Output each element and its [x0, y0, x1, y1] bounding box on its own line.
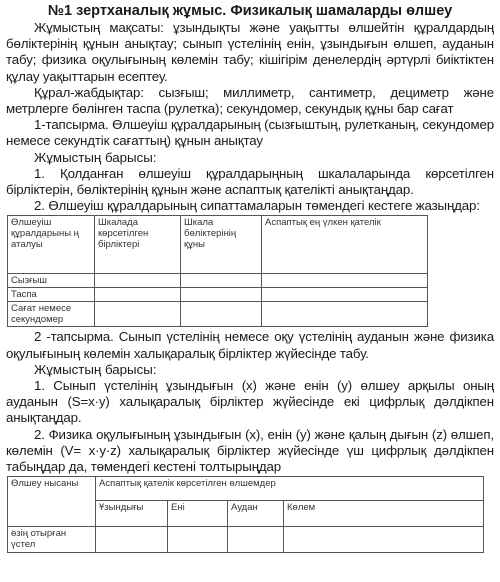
empty-cell[interactable]: [95, 274, 181, 288]
step2-1-paragraph: 1. Сынып үстелінің ұзындығын (x) және енін (y) өлшеу арқылы оның ауданын (S=x·y) халықаралық бірліктер жүйесінде екі цифрлық дәлдікпен анықтаңдар.: [6, 378, 494, 426]
empty-cell[interactable]: [181, 288, 262, 302]
instruments-table: [7, 215, 428, 327]
table-header-cell: Шкала бөліктерінің құны: [181, 216, 262, 274]
empty-cell[interactable]: [181, 274, 262, 288]
table-row: [8, 274, 428, 288]
aim-paragraph: Жұмыстың мақсаты: ұзындықты және уақытты өлшейтін құралдардың бөліктерінің құнын анықтау; сынып үстелінің енін, ұзындығын өлшеп, ауданын табу; физика оқулығының көлемін табу; кішігірім денелердің әртүрлі биіктіктен құлау уақыттарын есептеу.: [6, 20, 494, 84]
table-header-cell: Шкалада көрсетілген бірліктері: [95, 216, 181, 274]
row-label-cell: Таспа: [8, 288, 95, 302]
empty-cell[interactable]: [262, 288, 428, 302]
progress1-heading: Жұмыстың барысы:: [34, 149, 157, 165]
table-row: [8, 302, 428, 327]
task2-paragraph: 2 -тапсырма. Сынып үстелінің немесе оқу үстелінің ауданын және физика оқулығының көлемін халықаралық бірліктер жүйесінде табу.: [6, 329, 494, 361]
task1-paragraph: 1-тапсырма. Өлшеуіш құралдарының (сызғыштың, рулетканың, секундомер немесе секундтік сағаттың) құнын анықтау: [6, 117, 494, 149]
empty-cell[interactable]: [95, 288, 181, 302]
measurement-table: [7, 476, 484, 553]
empty-cell[interactable]: [262, 274, 428, 288]
object-header-cell: Өлшеу нысаны: [8, 477, 96, 527]
table-header-cell: Көлем: [284, 501, 484, 527]
group-header-cell: Аспаптық қателік көрсетілген өлшемдер: [96, 477, 484, 501]
table-row: [8, 288, 428, 302]
empty-cell[interactable]: [284, 527, 484, 553]
progress2-heading: Жұмыстың барысы:: [34, 361, 157, 377]
empty-cell[interactable]: [181, 302, 262, 327]
table-row: [8, 527, 484, 553]
table-header-row: [8, 477, 484, 501]
empty-cell[interactable]: [228, 527, 284, 553]
step1-1-paragraph: 1. Қолданған өлшеуіш құралдарыңның шкалаларында көрсетілген бірліктерін, бөліктерінің құнын және аспаптық қателікті анықтаңдар.: [6, 165, 494, 198]
empty-cell[interactable]: [168, 527, 228, 553]
row-label-cell: Сағат немесе секундомер: [8, 302, 95, 327]
empty-cell[interactable]: [96, 527, 168, 553]
step1-2-paragraph: 2. Өлшеуіш құралдарының сипаттамаларын төмендегі кестеге жазыңдар:: [34, 198, 480, 214]
row-label-cell: Сызғыш: [8, 274, 95, 288]
table-header-cell: Ұзындығы: [96, 501, 168, 527]
step2-2-paragraph: 2. Физика оқулығының ұзындығын (x), енін (y) және қалың дығын (z) өлшеп, көлемін (V= x·y·z) халықаралық бірліктер жүйесінде үш цифрлық дәлдікпен табыңдар да, төмендегі кестені толтырыңдар: [6, 426, 494, 475]
row-label-cell: өзің отырған үстел: [8, 527, 96, 553]
table-header-cell: Аспаптық ең үлкен қателік: [262, 216, 428, 274]
page-title: №1 зертханалық жұмыс. Физикалық шамаларды өлшеу: [47, 3, 453, 19]
table-header-row: [8, 216, 428, 274]
table-header-cell: Өлшеуіш құралдарыны ң аталуы: [8, 216, 95, 274]
equipment-paragraph: Құрал-жабдықтар: сызғыш; миллиметр, сантиметр, дециметр және метрлерге бөлінген таспа (рулетка); секундомер, секундық құны бар сағат: [6, 84, 494, 117]
table-header-cell: Аудан: [228, 501, 284, 527]
table-header-cell: Ені: [168, 501, 228, 527]
empty-cell[interactable]: [262, 302, 428, 327]
empty-cell[interactable]: [95, 302, 181, 327]
